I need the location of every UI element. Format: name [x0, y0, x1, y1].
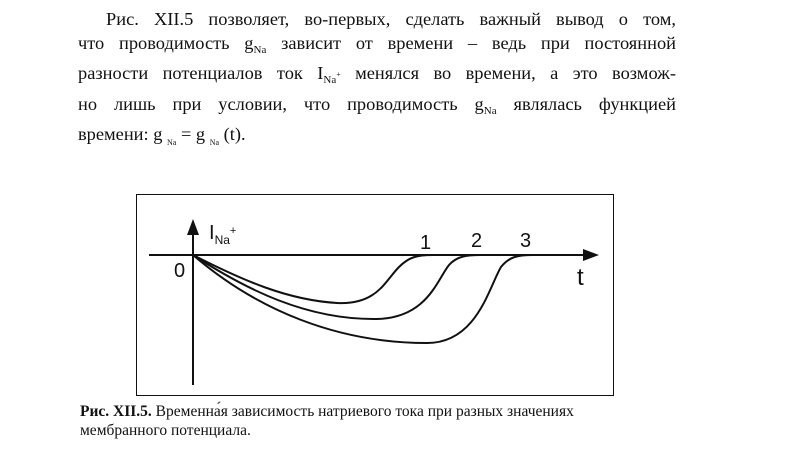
y-axis-arrowhead — [187, 219, 199, 235]
caption-label: Рис. XII.5. — [80, 403, 152, 420]
caption-text-1: Временна́я зависимость натриевого тока при разных значениях — [151, 403, 574, 420]
curve-label-2: 2 — [471, 230, 483, 252]
figure-frame — [136, 194, 614, 396]
paragraph-line-1: Рис. XII.5 позволяет, во-первых, сделать важный вывод о том, — [106, 9, 676, 29]
curve-1 — [193, 255, 433, 303]
x-axis-arrowhead — [583, 249, 599, 261]
caption-text-2: мембранного потенциала. — [80, 422, 251, 439]
paragraph-line-5: времени: g $_{Na}$ = g $_{Na}$ (t). — [78, 124, 246, 148]
y-axis-label: $I_{Na}^+$ — [209, 222, 237, 247]
paragraph-line-3: разности потенциалов ток $I_{Na^+}$ менялся во времени, а это возмож- — [78, 63, 677, 87]
paragraph-line-4: но лишь при условии, что проводимость $g_{Na}$ являлась функцией — [78, 93, 676, 117]
x-axis-label: t — [577, 264, 584, 291]
origin-label: 0 — [174, 260, 186, 282]
figure-caption — [80, 402, 720, 440]
paragraph-line-2: что проводимость $g_{Na}$ зависит от времени – ведь при постоянной — [78, 32, 676, 56]
current-time-diagram — [137, 195, 615, 397]
curve-label-1: 1 — [420, 232, 432, 254]
body-paragraph — [78, 8, 676, 155]
curve-label-3: 3 — [520, 230, 532, 252]
